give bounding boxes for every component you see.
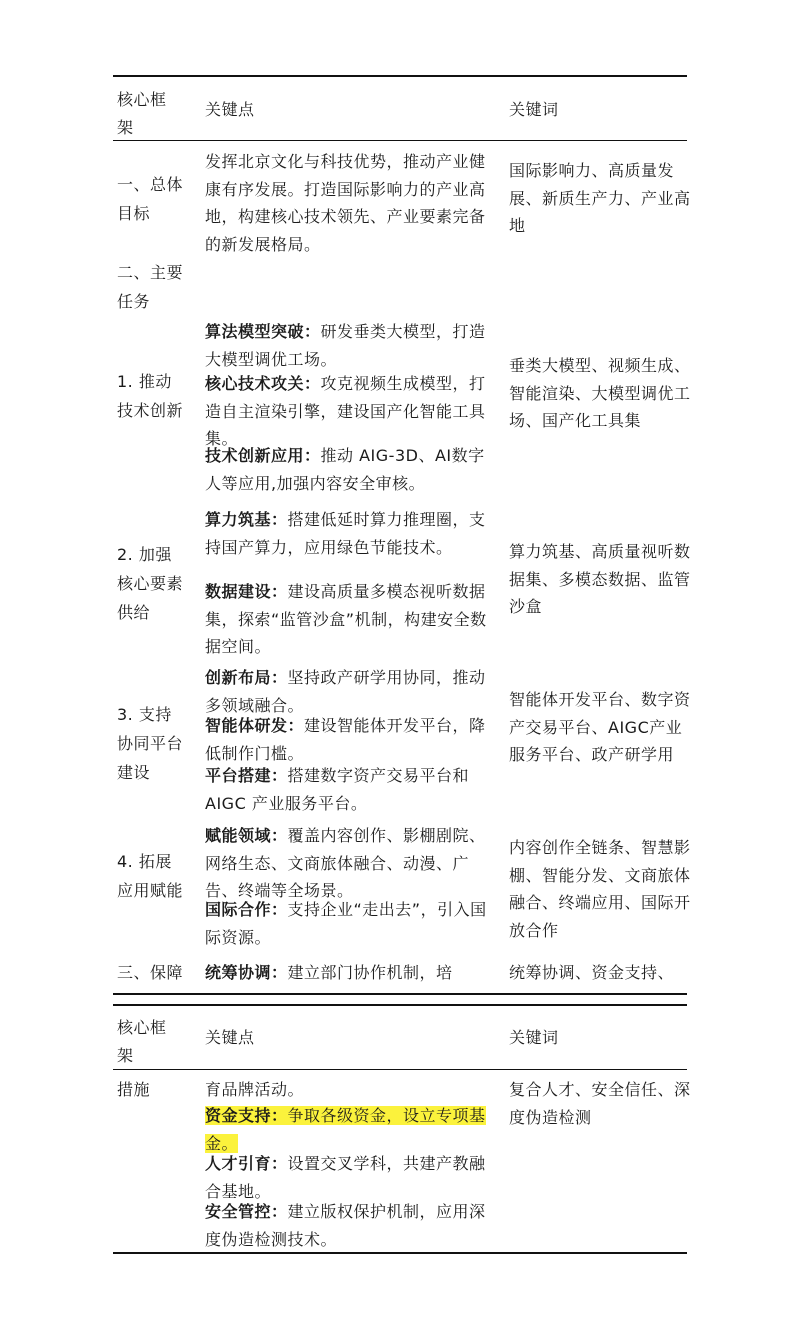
continued-point: 育品牌活动。 xyxy=(205,1080,305,1099)
point-text: 研发垂类大模型，打造大模型调优工场。 xyxy=(205,322,486,369)
row-point xyxy=(205,762,495,817)
table-top-rule xyxy=(113,75,687,77)
row-point xyxy=(205,442,495,497)
table-bottom-rule xyxy=(113,993,687,995)
continued-header-key-points: 关键点 xyxy=(205,1028,255,1047)
row-point xyxy=(205,506,495,561)
header-keywords: 关键词 xyxy=(509,100,559,119)
row-point xyxy=(205,578,495,661)
point-text: 建立部门协作机制，培 xyxy=(287,963,453,982)
point-text: 推动 AIG-3D、AI数字人等应用,加强内容安全审核。 xyxy=(205,446,485,493)
point-label: 算力筑基： xyxy=(205,510,288,529)
row-frame-platform: 3. 支持协同平台建设 xyxy=(117,705,184,782)
row-point xyxy=(205,370,495,453)
point-label: 技术创新应用： xyxy=(205,446,321,465)
row-frame-application: 4. 拓展应用赋能 xyxy=(117,852,184,900)
point-label: 国际合作： xyxy=(205,900,288,919)
row-keywords-tech: 垂类大模型、视频生成、智能渲染、大模型调优工场、国产化工具集 xyxy=(509,356,691,430)
row-keywords-platform: 智能体开发平台、数字资产交易平台、AIGC产业服务平台、政产研学用 xyxy=(509,690,691,764)
point-label: 创新布局： xyxy=(205,668,288,687)
point-label: 算法模型突破： xyxy=(205,322,321,341)
continued-point xyxy=(205,1198,495,1253)
row-keywords-elements: 算力筑基、高质量视听数据集、多模态数据、监管沙盒 xyxy=(509,542,691,616)
point-text: 设置交叉学科，共建产教融合基地。 xyxy=(205,1154,486,1201)
row-point xyxy=(205,318,495,373)
point-text: 搭建低延时算力推理圈，支持国产算力，应用绿色节能技术。 xyxy=(205,510,486,557)
header-framework: 核心框架 xyxy=(117,90,167,137)
continued-header-keywords: 关键词 xyxy=(509,1028,559,1047)
row-frame-elements: 2. 加强核心要素供给 xyxy=(117,545,184,622)
point-label: 统筹协调： xyxy=(205,963,288,982)
row-keywords-goal: 国际影响力、高质量发展、新质生产力、产业高地 xyxy=(509,161,691,235)
point-label: 智能体研发： xyxy=(205,716,305,735)
point-text: 坚持政产研学用协同，推动多领域融合。 xyxy=(205,668,486,715)
point-text: 覆盖内容创作、影棚剧院、网络生态、文商旅体融合、动漫、广告、终端等全场景。 xyxy=(205,826,486,900)
point-label: 人才引育： xyxy=(205,1154,288,1173)
point-label: 安全管控： xyxy=(205,1202,288,1221)
point-text: 支持企业“走出去”，引入国际资源。 xyxy=(205,900,487,947)
row-point xyxy=(205,822,495,905)
continued-header-rule xyxy=(113,1069,687,1070)
point-text: 争取各级资金，设立专项基金。 xyxy=(205,1106,486,1153)
header-rule xyxy=(113,140,687,141)
continued-point-highlighted xyxy=(205,1102,490,1157)
row-frame-tasks: 二、主要任务 xyxy=(117,263,184,311)
row-points-goal: 发挥北京文化与科技优势，推动产业健康有序发展。打造国际影响力的产业高地，构建核心技术领先、产业要素完备的新发展格局。 xyxy=(205,152,486,254)
row-point xyxy=(205,896,495,951)
point-text: 建设高质量多模态视听数据集，探索“监管沙盒”机制，构建安全数据空间。 xyxy=(205,582,487,656)
row-keywords-guarantee: 统筹协调、资金支持、 xyxy=(509,963,675,982)
point-label: 核心技术攻关： xyxy=(205,374,321,393)
continued-keywords: 复合人才、安全信任、深度伪造检测 xyxy=(509,1080,691,1127)
point-text: 搭建数字资产交易平台和 AIGC 产业服务平台。 xyxy=(205,766,470,813)
point-text: 建设智能体开发平台，降低制作门槛。 xyxy=(205,716,486,763)
point-label: 赋能领域： xyxy=(205,826,288,845)
row-frame-guarantee: 三、保障 xyxy=(117,963,184,982)
point-label: 资金支持： xyxy=(205,1106,288,1125)
point-label: 数据建设： xyxy=(205,582,288,601)
continued-point xyxy=(205,1150,495,1205)
point-label: 平台搭建： xyxy=(205,766,288,785)
point-text: 攻克视频生成模型，打造自主渲染引擎，建设国产化智能工具集。 xyxy=(205,374,486,448)
continued-frame: 措施 xyxy=(117,1080,151,1099)
row-point xyxy=(205,664,495,719)
row-frame-tech: 1. 推动技术创新 xyxy=(117,372,184,420)
continued-header-framework: 核心框架 xyxy=(117,1018,167,1065)
header-key-points: 关键点 xyxy=(205,100,255,119)
continued-top-rule xyxy=(113,1004,687,1006)
row-keywords-application: 内容创作全链条、智慧影棚、智能分发、文商旅体融合、终端应用、国际开放合作 xyxy=(509,838,691,940)
row-frame-goal: 一、总体目标 xyxy=(117,175,184,223)
row-point xyxy=(205,712,495,767)
row-point xyxy=(205,959,495,987)
point-text: 建立版权保护机制，应用深度伪造检测技术。 xyxy=(205,1202,486,1249)
